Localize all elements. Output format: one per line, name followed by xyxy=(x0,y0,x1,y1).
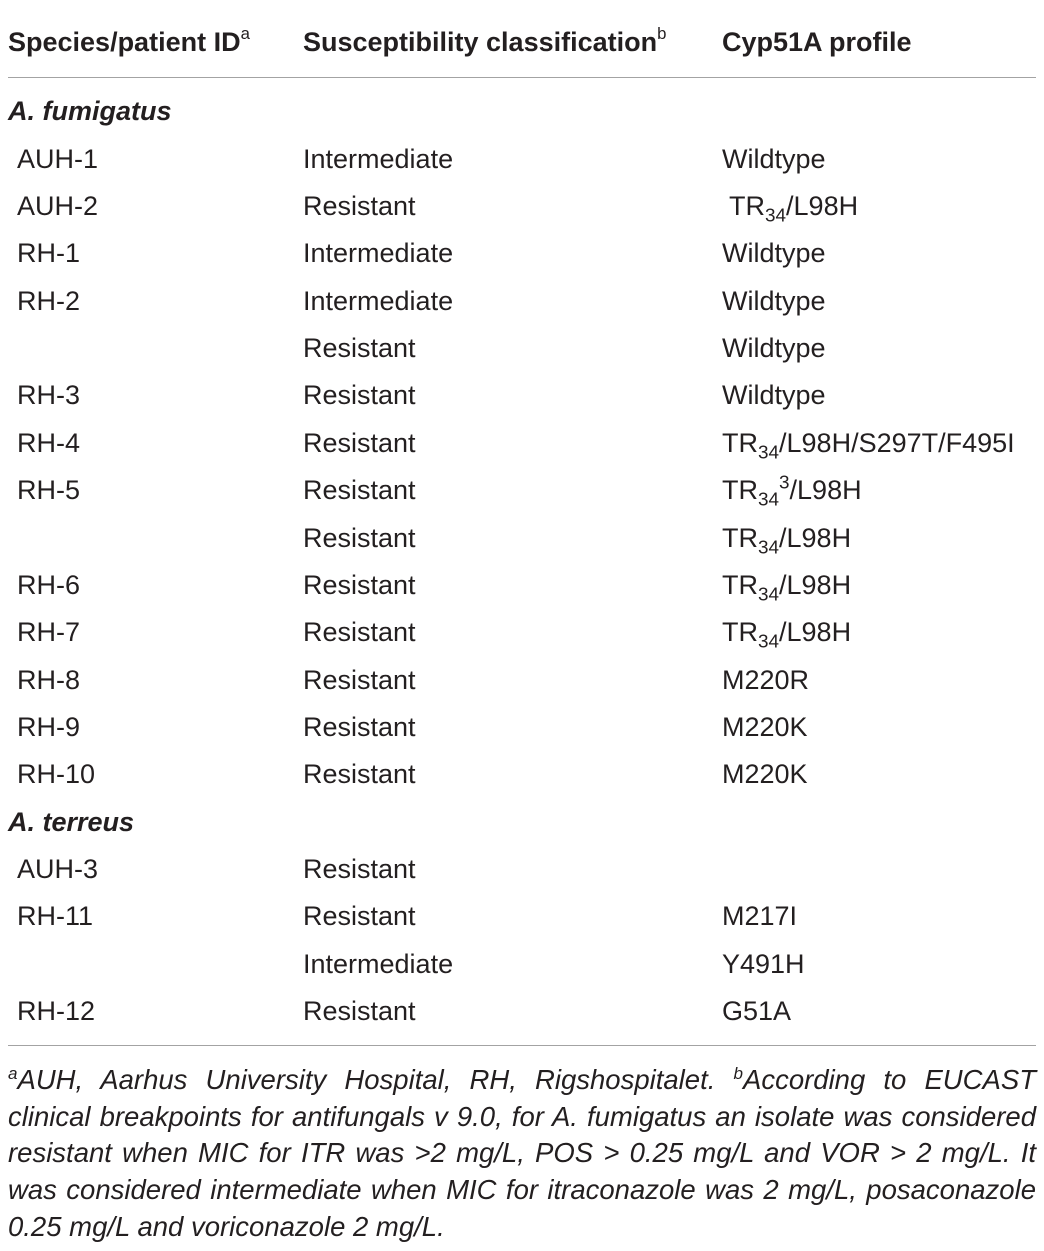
header-susceptibility-classification-label: Susceptibility classification xyxy=(303,27,658,57)
classification-cell: Resistant xyxy=(303,901,416,932)
profile-text-suffix: /L98H xyxy=(789,475,862,506)
patient-id-cell: RH-6 xyxy=(17,569,81,600)
profile-subscript: 34 xyxy=(758,489,780,511)
profile-text-suffix: /L98H xyxy=(779,522,852,553)
patient-id-cell: RH-5 xyxy=(17,475,81,506)
profile-text: Y491H xyxy=(722,948,805,979)
cyp51a-profile-cell xyxy=(722,893,797,940)
cyp51a-profile-cell xyxy=(722,562,851,609)
profile-text: M220K xyxy=(722,711,808,742)
footnote-marker-b: b xyxy=(657,23,667,43)
profile-text: TR xyxy=(722,569,758,600)
table-row xyxy=(0,704,1044,751)
classification-cell: Resistant xyxy=(303,522,416,553)
cyp51a-profile-cell xyxy=(722,941,805,988)
cyp51a-profile-cell xyxy=(722,988,791,1035)
classification-cell: Resistant xyxy=(303,996,416,1027)
footnote-text-b: According to EUCAST clinical breakpoints for antifungals v 9.0, for A. fumigatus an isolate was considered resistant when MIC for ITR was >2 mg/L, POS > 0.25 mg/L and VOR > 2 mg/L. It was considered intermediate when MIC for itraconazole was 2 mg/L, posaconazole 0.25 mg/L and voriconazole 2 mg/L. xyxy=(8,1064,1036,1242)
profile-text: Wildtype xyxy=(722,380,826,411)
header-divider xyxy=(8,77,1036,79)
table-row xyxy=(0,372,1044,419)
table-row xyxy=(0,515,1044,562)
classification-cell: Resistant xyxy=(303,333,416,364)
patient-id-cell: RH-4 xyxy=(17,427,81,458)
table-row xyxy=(0,420,1044,467)
profile-text: TR xyxy=(722,617,758,648)
patient-id-cell: RH-3 xyxy=(17,380,81,411)
cyp51a-profile-cell xyxy=(722,751,808,798)
table-row xyxy=(0,467,1044,514)
cyp51a-profile-cell xyxy=(722,657,809,704)
table-row xyxy=(0,893,1044,940)
cyp51a-profile-cell xyxy=(722,230,826,277)
profile-text-suffix: /L98H xyxy=(786,191,859,222)
patient-id-cell: RH-7 xyxy=(17,617,81,648)
cyp51a-profile-cell xyxy=(722,515,851,562)
profile-text-suffix: /L98H/S297T/F495I xyxy=(779,427,1015,458)
classification-cell: Resistant xyxy=(303,427,416,458)
classification-cell: Resistant xyxy=(303,569,416,600)
footnote-marker-a: a xyxy=(8,1063,18,1083)
profile-text: TR xyxy=(722,475,758,506)
footnote-marker-a: a xyxy=(240,23,250,43)
profile-text: G51A xyxy=(722,996,792,1027)
profile-text: M217I xyxy=(722,901,798,932)
profile-subscript: 34 xyxy=(758,631,780,653)
profile-text: Wildtype xyxy=(722,238,826,269)
cyp51a-profile-cell xyxy=(722,467,862,514)
table-row xyxy=(0,136,1044,183)
header-cyp51a-profile: Cyp51A profile xyxy=(722,27,912,57)
cyp51a-profile-cell xyxy=(722,420,1015,467)
table-row xyxy=(0,278,1044,325)
patient-id-cell: AUH-3 xyxy=(17,854,99,885)
cyp51a-profile-cell xyxy=(722,609,851,656)
table-row xyxy=(0,988,1044,1035)
profile-text: Wildtype xyxy=(722,285,826,316)
profile-text: TR xyxy=(722,522,758,553)
classification-cell: Resistant xyxy=(303,380,416,411)
classification-cell: Resistant xyxy=(303,711,416,742)
patient-id-cell: RH-1 xyxy=(17,238,81,269)
profile-text: M220K xyxy=(722,759,808,790)
table-header-row xyxy=(0,18,1044,66)
classification-cell: Intermediate xyxy=(303,143,454,174)
classification-cell: Intermediate xyxy=(303,238,454,269)
header-susceptibility-classification xyxy=(303,18,666,66)
table-row xyxy=(0,562,1044,609)
footnote-marker-b: b xyxy=(733,1063,743,1083)
classification-cell: Resistant xyxy=(303,759,416,790)
profile-text: M220R xyxy=(722,664,810,695)
patient-id-cell: RH-11 xyxy=(17,901,94,932)
table-row xyxy=(0,751,1044,798)
species-group-row xyxy=(0,88,1044,135)
classification-cell: Resistant xyxy=(303,475,416,506)
cyp51a-profile-cell xyxy=(722,325,826,372)
patient-id-cell: AUH-2 xyxy=(17,191,99,222)
table-row xyxy=(0,846,1044,893)
cyp51a-profile-cell xyxy=(722,372,826,419)
table-body xyxy=(0,88,1044,1035)
table-row xyxy=(0,609,1044,656)
classification-cell: Resistant xyxy=(303,191,416,222)
table-row xyxy=(0,230,1044,277)
profile-text: Wildtype xyxy=(722,143,826,174)
species-group-heading: A. terreus xyxy=(8,806,135,837)
cyp51a-profile-cell xyxy=(722,704,808,751)
table-row xyxy=(0,657,1044,704)
profile-text-suffix: /L98H xyxy=(779,569,852,600)
patient-id-cell: RH-8 xyxy=(17,664,81,695)
species-group-row xyxy=(0,799,1044,846)
profile-subscript: 34 xyxy=(758,442,780,464)
table-footnote xyxy=(8,1062,1036,1246)
header-species-patient-id xyxy=(8,18,250,66)
classification-cell: Resistant xyxy=(303,854,416,885)
profile-text: Wildtype xyxy=(722,333,826,364)
footnote-text-a: AUH, Aarhus University Hospital, RH, Rigshospitalet. xyxy=(17,1064,734,1095)
cyp51a-profile-cell xyxy=(722,183,858,230)
profile-superscript: 3 xyxy=(779,472,790,494)
profile-subscript: 34 xyxy=(765,205,787,227)
profile-subscript: 34 xyxy=(758,584,780,606)
cyp51a-profile-cell xyxy=(722,278,826,325)
species-group-heading: A. fumigatus xyxy=(8,96,172,127)
classification-cell: Resistant xyxy=(303,664,416,695)
classification-cell: Resistant xyxy=(303,617,416,648)
profile-text-suffix: /L98H xyxy=(779,617,852,648)
classification-cell: Intermediate xyxy=(303,948,454,979)
profile-text: TR xyxy=(722,427,758,458)
table-row xyxy=(0,183,1044,230)
table-bottom-divider xyxy=(8,1045,1036,1047)
patient-id-cell: RH-9 xyxy=(17,711,81,742)
profile-subscript: 34 xyxy=(758,537,780,559)
patient-id-cell: AUH-1 xyxy=(17,143,99,174)
patient-id-cell: RH-12 xyxy=(17,996,96,1027)
table-row xyxy=(0,941,1044,988)
patient-id-cell: RH-2 xyxy=(17,285,81,316)
classification-cell: Intermediate xyxy=(303,285,454,316)
patient-id-cell: RH-10 xyxy=(17,759,96,790)
profile-text: TR xyxy=(722,191,766,222)
header-species-patient-id-label: Species/patient ID xyxy=(8,27,241,57)
table-row xyxy=(0,325,1044,372)
cyp51a-profile-cell xyxy=(722,136,826,183)
